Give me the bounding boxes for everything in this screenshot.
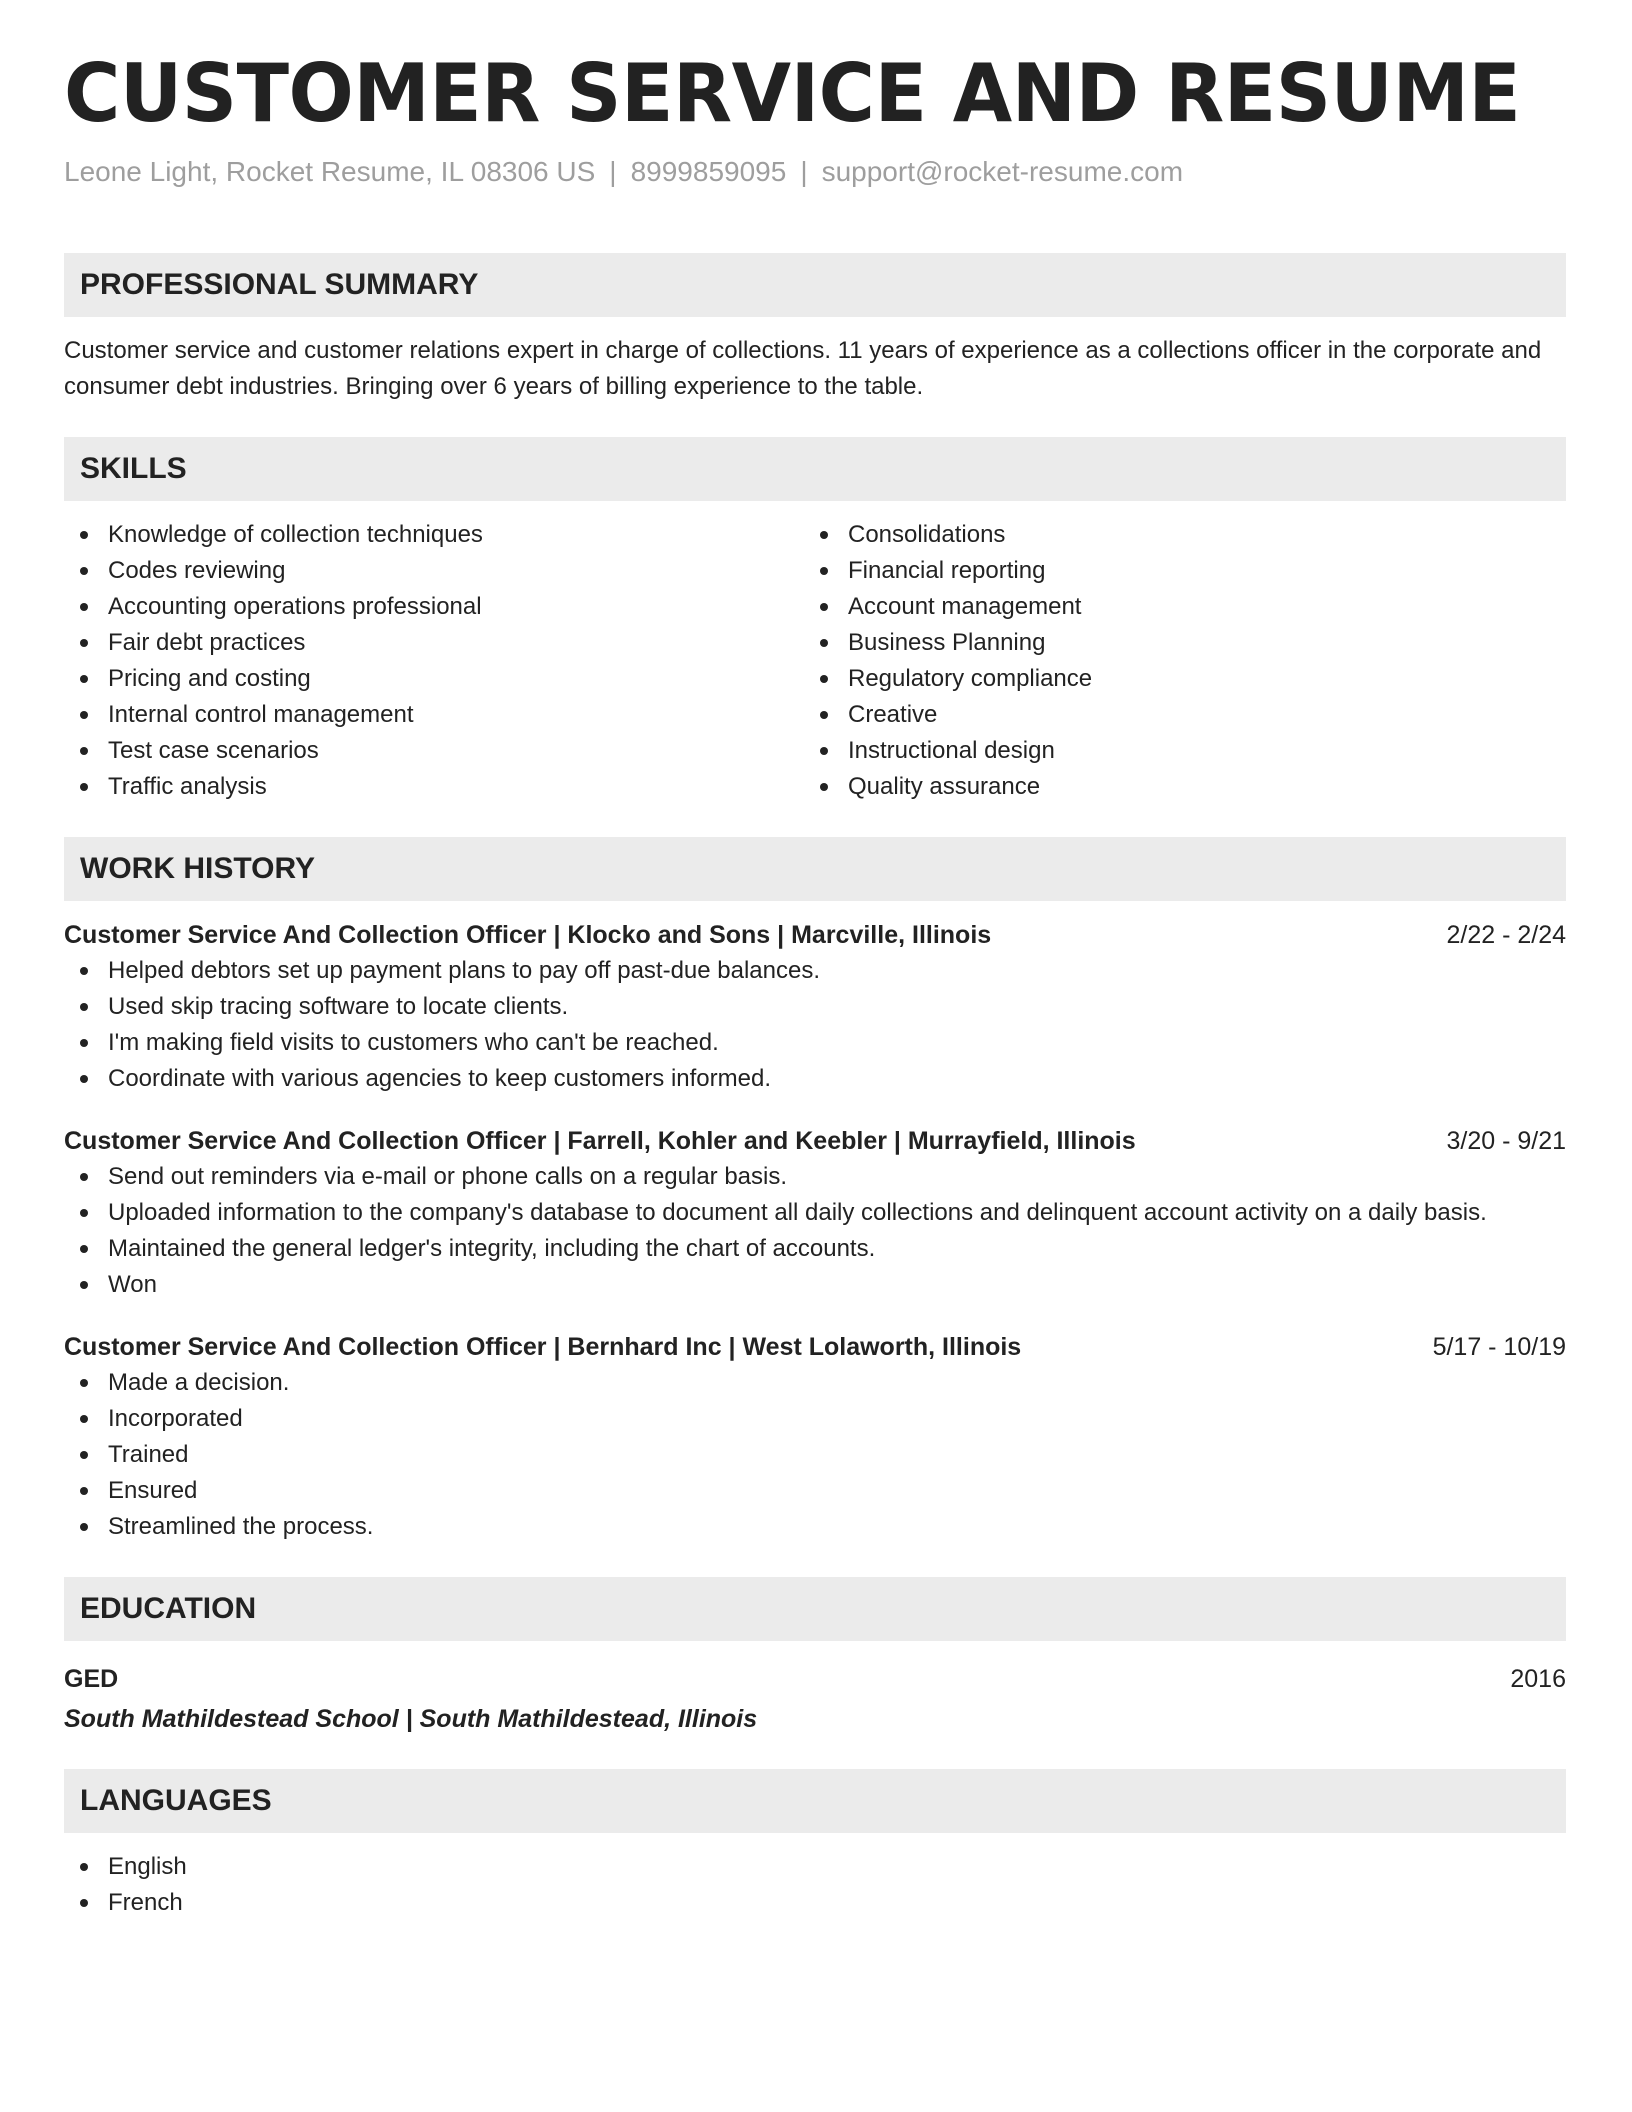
language-item-text: French (108, 1889, 183, 1916)
bullet-icon (80, 1039, 88, 1047)
bullet-icon (80, 1003, 88, 1011)
job-duty-item (64, 1437, 1566, 1473)
bullet-icon (80, 1899, 88, 1907)
bullet-icon (80, 1523, 88, 1531)
job-title: Customer Service And Collection Officer | Klocko and Sons | Marcville, Illinois (64, 921, 992, 949)
bullet-icon (80, 675, 88, 683)
bullet-icon (820, 675, 828, 683)
skill-item (64, 553, 804, 589)
job-duty-item (64, 1159, 1566, 1195)
job-duty-item (64, 1509, 1566, 1545)
bullet-icon (80, 531, 88, 539)
job-duty-item-text: Ensured (108, 1477, 198, 1504)
bullet-icon (80, 1281, 88, 1289)
bullet-icon (80, 1245, 88, 1253)
section-heading-work-history: WORK HISTORY (64, 837, 1566, 901)
section-heading-summary: PROFESSIONAL SUMMARY (64, 253, 1566, 317)
job-header (64, 1329, 1566, 1365)
job-entry (64, 1329, 1566, 1545)
bullet-icon (80, 1379, 88, 1387)
skills-right-column (804, 517, 1544, 805)
job-duty-item-text: Send out reminders via e-mail or phone calls on a regular basis. (108, 1163, 788, 1190)
job-entry (64, 917, 1566, 1097)
job-title: Customer Service And Collection Officer | Farrell, Kohler and Keebler | Murrayfield, Illinois (64, 1127, 1136, 1155)
skill-item (64, 697, 804, 733)
section-heading-languages: LANGUAGES (64, 1769, 1566, 1833)
skill-item (804, 589, 1544, 625)
skill-item-text: Instructional design (848, 737, 1055, 764)
job-duties-list (64, 953, 1566, 1097)
skill-item-text: Fair debt practices (108, 629, 306, 656)
job-duty-item-text: Helped debtors set up payment plans to pay off past-due balances. (108, 957, 821, 984)
skill-item-text: Knowledge of collection techniques (108, 521, 483, 548)
bullet-icon (80, 967, 88, 975)
work-history-list (64, 917, 1566, 1545)
education-degree: GED (64, 1665, 119, 1693)
skills-left-column (64, 517, 804, 805)
bullet-icon (80, 1209, 88, 1217)
bullet-icon (80, 1173, 88, 1181)
skill-item-text: Test case scenarios (108, 737, 319, 764)
bullet-icon (80, 1863, 88, 1871)
bullet-icon (820, 567, 828, 575)
job-entry (64, 1123, 1566, 1303)
job-duty-item (64, 1195, 1566, 1231)
language-item (64, 1885, 1566, 1921)
bullet-icon (820, 711, 828, 719)
skill-item (804, 733, 1544, 769)
job-duty-item-text: Uploaded information to the company's database to document all daily collections and delinquent account activity on a daily basis. (108, 1199, 1487, 1226)
job-duty-item-text: Streamlined the process. (108, 1513, 374, 1540)
summary-text: Customer service and customer relations expert in charge of collections. 11 years of experience as a collections officer in the corporate and consumer debt industries. Bringing over 6 years of billing experience to the table. (64, 337, 1542, 400)
skill-item-text: Account management (848, 593, 1082, 620)
bullet-icon (80, 1415, 88, 1423)
bullet-icon (820, 531, 828, 539)
bullet-icon (820, 639, 828, 647)
job-duty-item-text: Coordinate with various agencies to keep customers informed. (108, 1065, 771, 1092)
skill-item (64, 625, 804, 661)
section-heading-skills: SKILLS (64, 437, 1566, 501)
job-title: Customer Service And Collection Officer | Bernhard Inc | West Lolaworth, Illinois (64, 1333, 1022, 1361)
skills-list (64, 517, 1566, 805)
job-dates: 5/17 - 10/19 (1432, 1333, 1566, 1361)
bullet-icon (80, 747, 88, 755)
skill-item (804, 553, 1544, 589)
bullet-icon (820, 783, 828, 791)
language-item-text: English (108, 1853, 187, 1880)
education-entry (64, 1661, 1566, 1697)
contact-line (64, 156, 1566, 188)
section-heading-education: EDUCATION (64, 1577, 1566, 1641)
skill-item-text: Codes reviewing (108, 557, 286, 584)
skill-item-text: Internal control management (108, 701, 414, 728)
education-year: 2016 (1510, 1665, 1566, 1693)
bullet-icon (80, 1451, 88, 1459)
job-duty-item-text: Maintained the general ledger's integrity, including the chart of accounts. (108, 1235, 876, 1262)
job-duty-item (64, 953, 1566, 989)
resume-page (64, 47, 1566, 1921)
skill-item (804, 517, 1544, 553)
skill-item (804, 769, 1544, 805)
skill-item-text: Creative (848, 701, 938, 728)
job-duty-item-text: Incorporated (108, 1405, 243, 1432)
languages-list (64, 1849, 1566, 1921)
skill-item (64, 589, 804, 625)
resume-name: CUSTOMER SERVICE AND RESUME (64, 47, 1521, 140)
contact-separator: | (800, 156, 808, 187)
skill-item-text: Regulatory compliance (848, 665, 1093, 692)
skill-item (64, 733, 804, 769)
bullet-icon (80, 783, 88, 791)
skill-item-text: Financial reporting (848, 557, 1046, 584)
job-duty-item (64, 1061, 1566, 1097)
bullet-icon (80, 711, 88, 719)
job-duties-list (64, 1365, 1566, 1545)
job-duty-item (64, 1473, 1566, 1509)
skill-item-text: Pricing and costing (108, 665, 311, 692)
skill-item (64, 661, 804, 697)
job-duty-item-text: I'm making field visits to customers who can't be reached. (108, 1029, 719, 1056)
skill-item-text: Accounting operations professional (108, 593, 482, 620)
contact-separator: | (609, 156, 617, 187)
bullet-icon (820, 747, 828, 755)
job-header (64, 1123, 1566, 1159)
job-duty-item (64, 1231, 1566, 1267)
job-duty-item-text: Made a decision. (108, 1369, 290, 1396)
skill-item (804, 661, 1544, 697)
contact-email: support@rocket-resume.com (821, 156, 1184, 187)
job-dates: 3/20 - 9/21 (1446, 1127, 1566, 1155)
job-duty-item-text: Trained (108, 1441, 189, 1468)
skill-item (64, 769, 804, 805)
job-header (64, 917, 1566, 953)
skill-item (64, 517, 804, 553)
job-duty-item-text: Won (108, 1271, 157, 1298)
bullet-icon (80, 603, 88, 611)
job-duties-list (64, 1159, 1566, 1303)
job-dates: 2/22 - 2/24 (1446, 921, 1566, 949)
bullet-icon (80, 567, 88, 575)
skill-item-text: Traffic analysis (108, 773, 267, 800)
job-duty-item (64, 989, 1566, 1025)
job-duty-item-text: Used skip tracing software to locate clients. (108, 993, 569, 1020)
contact-phone: 8999859095 (630, 156, 787, 187)
job-duty-item (64, 1365, 1566, 1401)
skill-item (804, 625, 1544, 661)
bullet-icon (80, 639, 88, 647)
skill-item (804, 697, 1544, 733)
education-school: South Mathildestead School | South Mathildestead, Illinois (64, 1705, 758, 1733)
skill-item-text: Quality assurance (848, 773, 1041, 800)
bullet-icon (80, 1487, 88, 1495)
bullet-icon (80, 1075, 88, 1083)
job-duty-item (64, 1025, 1566, 1061)
skill-item-text: Business Planning (848, 629, 1046, 656)
bullet-icon (820, 603, 828, 611)
skill-item-text: Consolidations (848, 521, 1006, 548)
job-duty-item (64, 1401, 1566, 1437)
language-item (64, 1849, 1566, 1885)
contact-address: Leone Light, Rocket Resume, IL 08306 US (64, 156, 596, 187)
job-duty-item (64, 1267, 1566, 1303)
